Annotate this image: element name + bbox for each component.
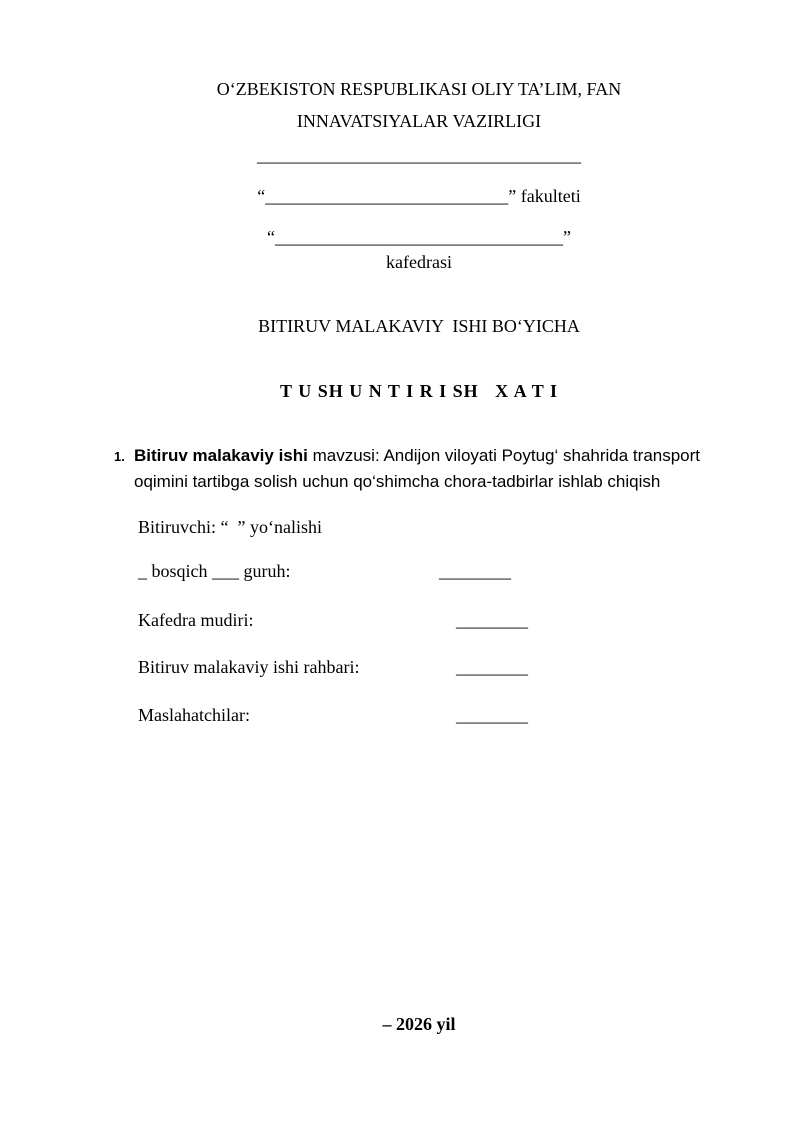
student-line: Bitiruvchi: “ ” yo‘nalishi <box>138 517 322 537</box>
thesis-topic-line-2: oqimini tartibga solish uchun qo‘shimcha chora-tadbirlar ishlab chiqish <box>134 472 661 491</box>
thesis-topic <box>134 443 734 495</box>
department-blank: “________________________________” <box>267 227 571 247</box>
work-title: T U SH U N T I R I SH X A T I <box>280 381 558 401</box>
group-line: _ bosqich ___ guruh: <box>138 561 291 581</box>
list-number: 1. <box>114 449 125 464</box>
faculty-line: “___________________________” fakulteti <box>257 186 581 206</box>
supervisor-signature-line: ________ <box>456 657 528 677</box>
thesis-topic-text-1: mavzusi: Andijon viloyati Poytug‘ shahrida transport <box>307 446 701 465</box>
year-footer: – 2026 yil <box>382 1014 456 1034</box>
group-signature-line: ________ <box>439 561 511 581</box>
department-label: kafedrasi <box>386 252 452 272</box>
department-head-label: Kafedra mudiri: <box>138 610 254 630</box>
consultants-signature-line: ________ <box>456 705 528 725</box>
thesis-topic-line-1 <box>134 443 734 469</box>
department-head-signature-line: ________ <box>456 610 528 630</box>
supervisor-label: Bitiruv malakaviy ishi rahbari: <box>138 657 360 677</box>
work-subtitle: BITIRUV MALAKAVIY ISHI BO‘YICHA <box>258 316 580 336</box>
ministry-line-2: INNAVATSIYALAR VAZIRLIGI <box>296 111 542 131</box>
ministry-line-1: O‘ZBEKISTON RESPUBLIKASI OLIY TA’LIM, FAN <box>216 79 622 99</box>
thesis-topic-label: Bitiruv malakaviy ishi <box>134 446 308 465</box>
university-name-blank: ____________________________________ <box>257 145 581 165</box>
consultants-label: Maslahatchilar: <box>138 705 250 725</box>
